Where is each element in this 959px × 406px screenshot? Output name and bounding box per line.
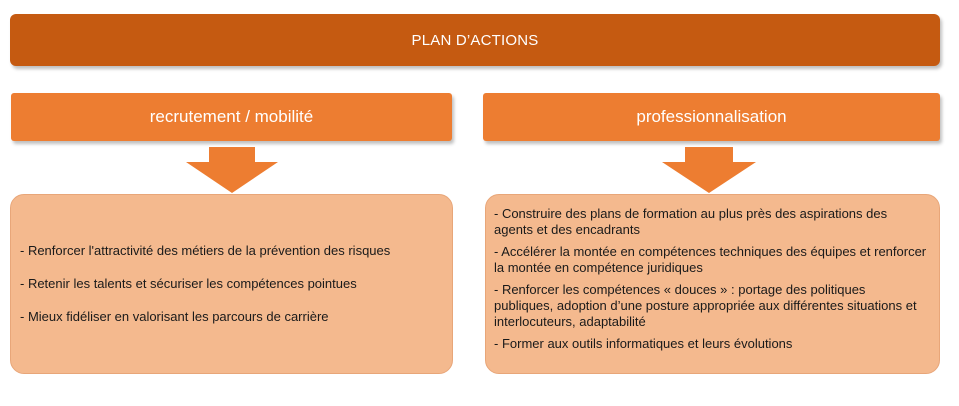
professionalisation-actions-box: [485, 194, 940, 374]
plan-title: PLAN D’ACTIONS: [411, 31, 539, 49]
action-item: - Former aux outils informatiques et leurs évolutions: [494, 336, 793, 351]
column-header-label: professionnalisation: [636, 107, 787, 126]
action-item: - Accélérer la montée en compétences techniques des équipes et renforcer la montée en compétence juridiques: [494, 244, 927, 275]
action-item: - Renforcer les compétences « douces » : portage des politiques publiques, adoption d’une posture appropriée aux différentes situations et interlocuteurs, adaptabilité: [494, 282, 917, 329]
action-item: - Retenir les talents et sécuriser les compétences pointues: [20, 276, 357, 291]
down-arrow-icon: [662, 147, 756, 193]
action-item: - Renforcer l'attractivité des métiers de la prévention des risques: [20, 243, 391, 258]
column-header-recruitment: [11, 93, 452, 141]
down-arrow-icon: [186, 147, 278, 193]
action-item: - Mieux fidéliser en valorisant les parcours de carrière: [20, 309, 329, 324]
column-header-professionalisation: [483, 93, 940, 141]
recruitment-actions-box: [10, 194, 453, 374]
action-item: - Construire des plans de formation au plus près des aspirations des agents et des encadrants: [494, 206, 888, 237]
plan-title-banner: [10, 14, 940, 66]
column-header-label: recrutement / mobilité: [149, 107, 314, 126]
